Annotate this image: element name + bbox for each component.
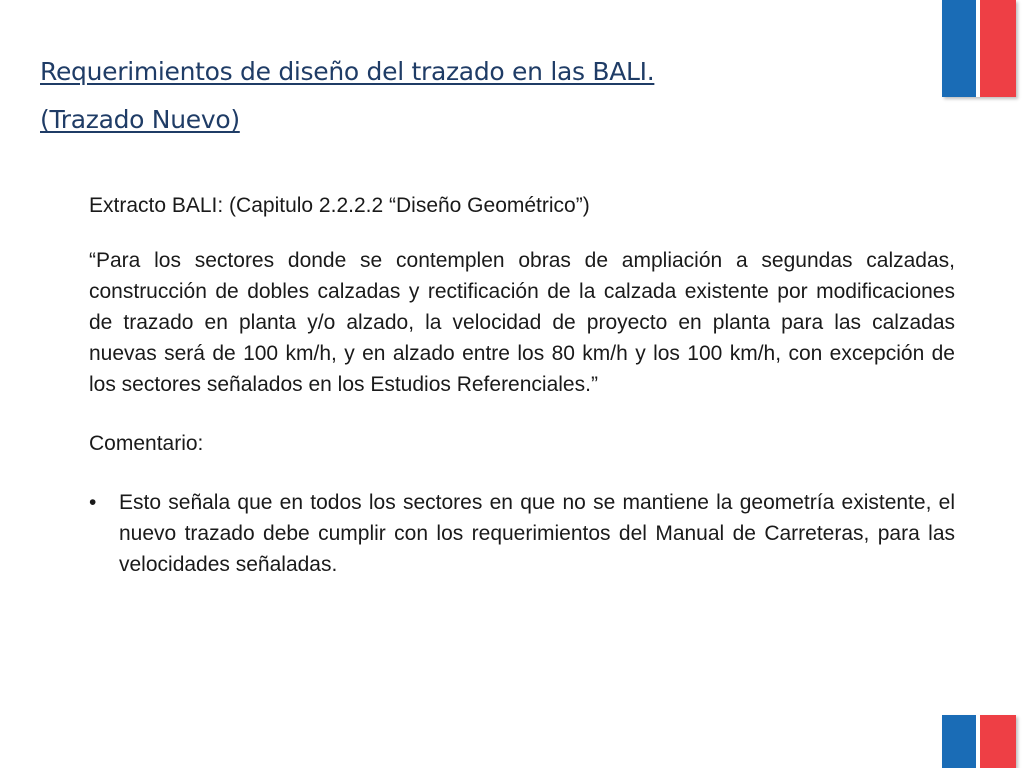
extract-reference: Extracto BALI: (Capitulo 2.2.2.2 “Diseño Geométrico”)	[89, 194, 590, 217]
comment-label: Comentario:	[89, 432, 204, 455]
flag-decoration-bottom	[942, 715, 1016, 768]
bullet-icon: •	[89, 491, 97, 514]
slide-title-line-1: Requerimientos de diseño del trazado en las BALI.	[40, 57, 655, 86]
quoted-paragraph: “Para los sectores donde se contemplen obras de ampliación a segundas calzadas, construcción de dobles calzadas y rectificación de la calzada existente por modificaciones de trazado en planta y/o alzado, la velocidad de proyecto en planta para las calzadas nuevas será de 100 km/h, y en alzado entre los 80 km/h y los 100 km/h, con excepción de los sectores señalados en los Estudios Referenciales.”	[89, 249, 955, 396]
flag-red-stripe	[980, 715, 1016, 768]
slide-title	[40, 48, 654, 144]
flag-red-stripe	[980, 0, 1016, 97]
bullet-text: Esto señala que en todos los sectores en que no se mantiene la geometría existente, el nuevo trazado debe cumplir con los requerimientos del Manual de Carreteras, para las velocidades señaladas.	[119, 491, 955, 576]
flag-blue-stripe	[942, 715, 976, 768]
flag-blue-stripe	[942, 0, 976, 97]
bullet-item	[89, 487, 955, 580]
slide-title-line-2: (Trazado Nuevo)	[40, 105, 240, 134]
slide-content	[89, 190, 955, 580]
flag-decoration-top	[942, 0, 1016, 97]
